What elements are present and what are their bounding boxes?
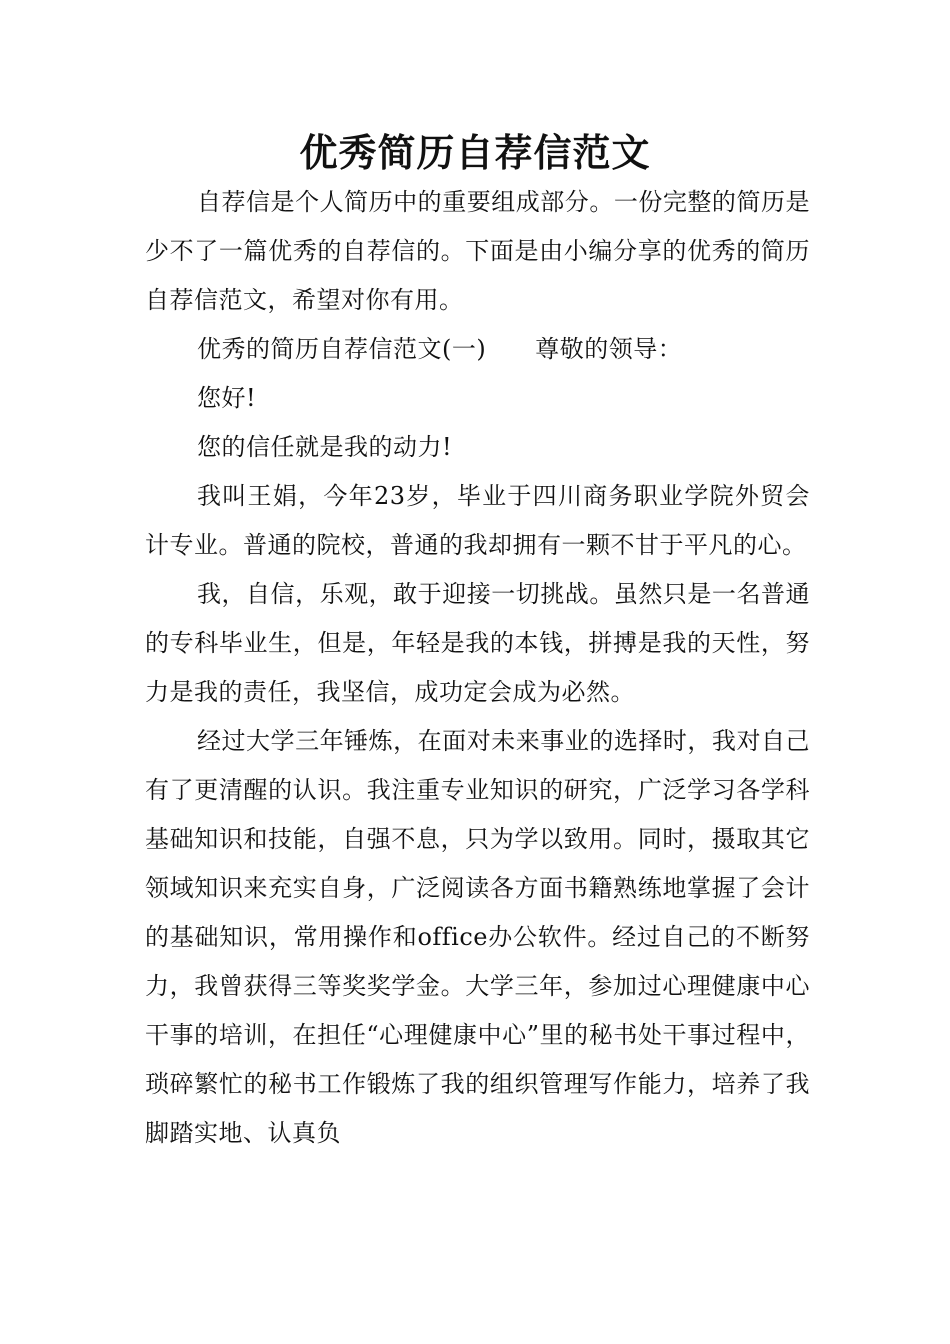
- paragraph-heading-salutation: 优秀的简历自荐信范文(一) 尊敬的领导：: [197, 335, 683, 363]
- document-body: [145, 178, 810, 1158]
- paragraph-trust: 您的信任就是我的动力!: [197, 433, 453, 461]
- paragraph-intro: 自荐信是个人简历中的重要组成部分。一份完整的简历是少不了一篇优秀的自荐信的。下面是由小编分享的优秀的简历自荐信范文，希望对你有用。: [145, 188, 810, 314]
- document-title: 优秀简历自荐信范文: [299, 130, 651, 175]
- paragraph-confidence: 我，自信，乐观，敢于迎接一切挑战。虽然只是一名普通的专科毕业生，但是，年轻是我的本钱，拼搏是我的天性，努力是我的责任，我坚信，成功定会成为必然。: [145, 580, 810, 706]
- paragraph-greeting: 您好!: [197, 384, 257, 412]
- paragraph-introduction: 我叫王娟，今年23岁，毕业于四川商务职业学院外贸会计专业。普通的院校，普通的我却拥有一颗不甘于平凡的心。: [145, 482, 810, 559]
- paragraph-experience: 经过大学三年锤炼，在面对未来事业的选择时，我对自己有了更清醒的认识。我注重专业知识的研究，广泛学习各学科基础知识和技能，自强不息，只为学以致用。同时，摄取其它领域知识来充实自身，广泛阅读各方面书籍熟练地掌握了会计的基础知识，常用操作和office办公软件。经过自己的不断努力，我曾获得三等奖奖学金。大学三年，参加过心理健康中心干事的培训，在担任“心理健康中心”里的秘书处干事过程中，琐碎繁忙的秘书工作锻炼了我的组织管理写作能力，培养了我脚踏实地、认真负: [145, 727, 810, 1147]
